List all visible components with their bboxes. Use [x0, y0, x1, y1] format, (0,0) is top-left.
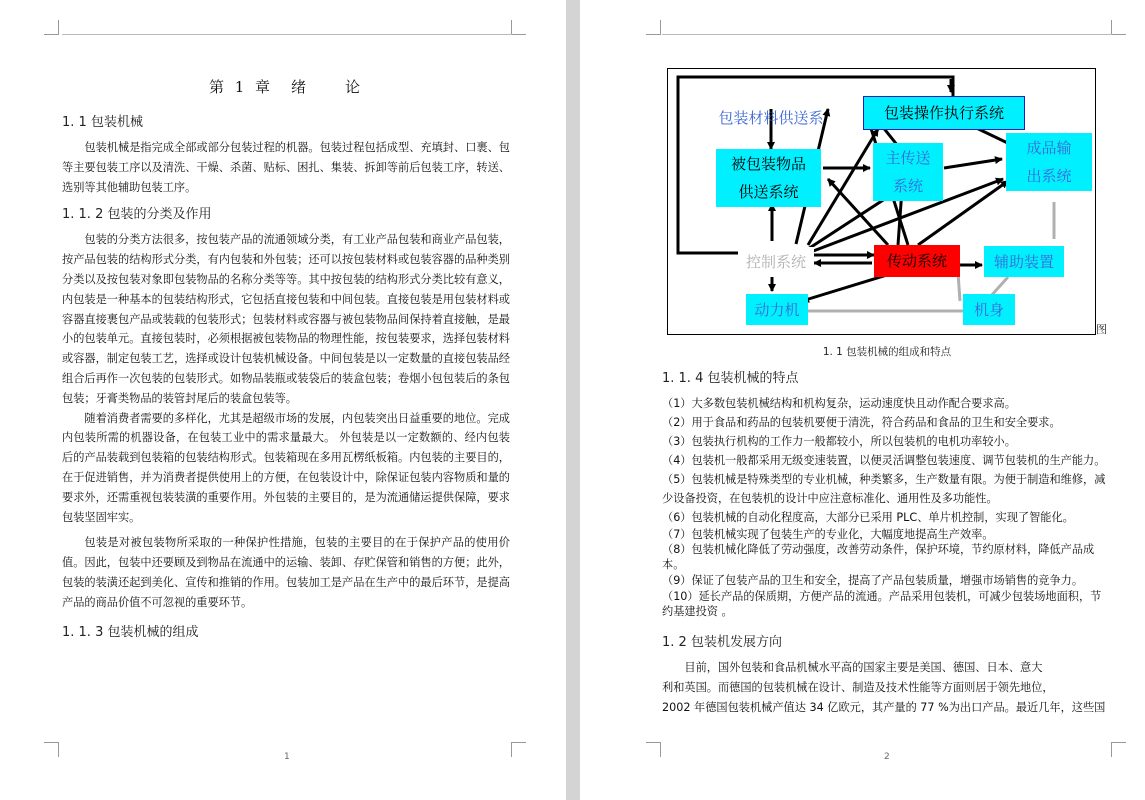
figure-label-fragment: 图 [1096, 323, 1107, 336]
auxiliary-device-text: 辅助装置 [993, 252, 1054, 271]
section-heading-1-1-4: 1. 1. 4 包装机械的特点 [662, 371, 799, 386]
paragraph-line: 2002 年德国包装机械产值达 34 亿欧元，其产量的 77 %为出口产品。最近几年，这些国 [662, 700, 1106, 714]
output-text-line-1: 成品输 [1026, 139, 1072, 157]
margin-mark-top-left [646, 20, 661, 35]
output-box [1006, 133, 1092, 191]
drive-system-text: 传动系统 [886, 252, 947, 270]
list-item: （1）大多数包装机械结构和机构复杂，运动速度快且动作配合要求高。 [662, 397, 1016, 410]
paragraph: 包装是对被包装物所采取的一种保护性措施，包装的主要目的在于保护产品的使用价值。因此，包装中还要顾及到物品在流通中的运输、装卸、存贮保管和销售的方便；此外，包装的装潢还起到美化、宣传和推销的作用。包装加工是产品在生产中的最后环节，是提高产品的商品价值不可忽视的重要环节。 [62, 536, 510, 609]
margin-mark-top-left [44, 20, 59, 35]
main-transfer-box [873, 143, 943, 201]
machine-body-box [963, 294, 1015, 325]
section-heading-1-1: 1. 1 包装机械 [62, 115, 143, 130]
goods-supply-text-line-1: 被包装物品 [730, 155, 806, 173]
section-heading-1-2: 1. 2 包装机发展方向 [662, 635, 782, 650]
paragraph: 随着消费者需要的多样化，尤其是超级市场的发展，内包装突出日益重要的地位。完成内包装所需的机器设备，在包装工业中的需求量最大。 外包装是以一定数额的、经内包装后的产品装载到包装箱的包装结构形式。包装箱现在多用瓦楞纸板箱。内包装的主要目的，在于促进销售，并为消费者提供使用上的方便，在包装设计中，除保证包装内容物质和量的要求外，还需重视包装装潢的重要作用。外包装的主要目的，是为流通储运提供保障，要求包装坚固牢实。 [62, 411, 510, 524]
packaging-machine-diagram [667, 68, 1096, 335]
section-heading-1-1-2: 1. 1. 2 包装的分类及作用 [62, 207, 212, 223]
margin-mark-top-right [1111, 20, 1126, 35]
page-gutter [566, 0, 580, 800]
list-item: （4）包装机一般都采用无级变速装置，以便灵活调整包装速度、调节包装机的生产能力。 [662, 454, 1106, 467]
main-transfer-text-line-1: 主传送 [885, 149, 931, 167]
page-number: 2 [884, 752, 890, 762]
margin-mark-bottom-right [1111, 742, 1126, 757]
goods-supply-box [716, 149, 821, 207]
list-item: （6）包装机械的自动化程度高，大部分已采用 PLC、单片机控制，实现了智能化。 [662, 511, 1074, 524]
list-item: （3）包装执行机构的工作力一般都较小，所以包装机的电机功率较小。 [662, 435, 1016, 448]
header-line [662, 34, 1112, 35]
margin-mark-bottom-left [646, 742, 661, 757]
figure-caption: 1. 1 包装机械的组成和特点 [822, 346, 952, 358]
machine-body-text: 机身 [973, 300, 1004, 319]
list-item: （2）用于食品和药品的包装机要便于清洗，符合药品和食品的卫生和安全要求。 [662, 416, 1061, 429]
margin-mark-top-right [511, 20, 526, 35]
materials-supply-label [706, 103, 836, 133]
control-system-label [738, 247, 814, 277]
header-line [62, 34, 512, 35]
operations-text: 包装操作执行系统 [883, 104, 1004, 122]
control-system-text: 控制系统 [745, 253, 806, 271]
list-item: （5）包装机械是特殊类型的专业机械，种类繁多，生产数量有限。为便于制造和维修，减少设备投资，在包装机的设计中应注意标准化、通用性及多功能性。 [662, 473, 1106, 505]
power-machine-text: 动力机 [754, 300, 800, 319]
margin-mark-bottom-right [511, 742, 526, 757]
list-item: （7）包装机械实现了包装生产的专业化，大幅度地提高生产效率。 [662, 528, 994, 541]
main-transfer-text-line-2: 系统 [892, 177, 923, 195]
section-heading-1-1-3: 1. 1. 3 包装机械的组成 [62, 624, 199, 640]
list-item: （10）延长产品的保质期，方便产品的流通。产品采用包装机，可减少包装场地面积，节约基建投资 。 [662, 590, 1102, 618]
features-list [662, 394, 1112, 619]
goods-supply-text-line-2: 供送系统 [738, 183, 799, 201]
paragraph-line: 目前，国外包装和食品机械水平高的国家主要是美国、德国、日本、意大 [684, 661, 1043, 674]
paragraph-line: 利和英国。而德国的包装机械在设计、制造及技术性能等方面则居于领先地位， [662, 680, 1054, 694]
page-number: 1 [284, 752, 290, 762]
margin-mark-bottom-left [44, 742, 59, 757]
chapter-title: 第 1 章 绪 论 [208, 78, 364, 96]
page-2-body [662, 342, 1112, 717]
list-item: （8）包装机械化降低了劳动强度，改善劳动条件，保护环境，节约原材料，降低产品成本。 [662, 543, 1095, 571]
paragraph: 包装机械是指完成全部或部分包装过程的机器。包装过程包括成型、充填封、口裹、包等主要包装工序以及清洗、干燥、杀菌、贴标、困扎、集装、拆卸等前后包装工序，转送、选别等其他辅助包装工序。 [62, 141, 510, 194]
document-page-1 [0, 0, 566, 800]
output-text-line-2: 出系统 [1026, 167, 1072, 185]
paragraph: 包装的分类方法很多，按包装产品的流通领域分类，有工业产品包装和商业产品包装，按产品包装的结构形式分类，有内包装和外包装；还可以按包装材料或包装容器的品种类别分类以及按包装对象即包装物品的名称分类等等。其中按包装的结构形式分类比较有意义，内包装是一种基本的包装结构形式，它包括直接包装和中间包装。直接包装是用包装材料或容器直接裹包产品或装载的包装形式；包装材料或容器与被包装物品间保持着直接触，是最小的包装单元。直接包装时，必须根据被包装物品的物理性能，按包装要求，选择包装材料或容器，制定包装工艺，选择或设计包装机械设备。中间包装是以一定数量的直接包装品经组合后再作一次包装的包装形式。如物品装瓶或装袋后的装盒包装；卷烟小包包装后的条包包装；牙膏类物品的装管封尾后的装盒包装等。 [62, 233, 510, 405]
power-machine-box [746, 294, 808, 325]
page-1-body [62, 76, 510, 648]
list-item: （9）保证了包装产品的卫生和安全，提高了产品包装质量，增强市场销售的竞争力。 [662, 574, 1084, 587]
auxiliary-device-box [984, 246, 1064, 277]
materials-supply-text: 包装材料供送系 [718, 109, 824, 127]
drive-system-box [874, 245, 960, 277]
operations-box [863, 96, 1025, 130]
